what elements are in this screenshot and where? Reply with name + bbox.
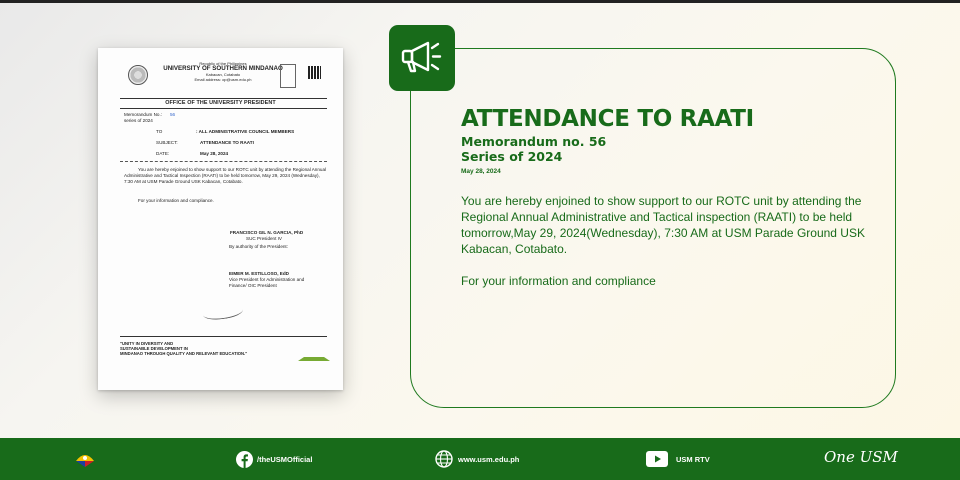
megaphone-badge	[389, 25, 455, 91]
announcement-body	[461, 193, 871, 305]
memo-body: You are hereby enjoined to show support to our ROTC unit by attending the Regional Annual Administrative and Tactical Inspection (RAATI) to be held tomorrow, May 29, 2024 (Wednesday), 7:30 AM at USM Parade Ground USK Kabacan, Cotabato.	[124, 167, 327, 184]
footer-facebook-link[interactable]	[236, 438, 312, 480]
globe-icon	[435, 450, 453, 468]
top-border	[0, 0, 960, 3]
memo-motto-line2: SUSTAINABLE DEVELOPMENT IN	[120, 345, 188, 351]
memo-series: series of 2024	[124, 118, 153, 123]
memo-date-value: May 28, 2024	[200, 151, 229, 156]
youtube-icon	[646, 451, 668, 467]
memo-rule-office	[120, 108, 327, 109]
footer-youtube-label: USM RTV	[676, 454, 710, 464]
footer-website-link[interactable]	[435, 438, 519, 480]
memo-university: UNIVERSITY OF SOUTHERN MINDANAO	[163, 65, 283, 73]
footer-website-label: www.usm.edu.ph	[458, 454, 520, 464]
handwritten-signature-icon	[202, 303, 243, 321]
university-seal-icon	[128, 65, 148, 85]
memo-to-label: TO	[156, 129, 163, 134]
memo-motto-line3: MINDANAO THROUGH QUALITY AND RELEVANT EDUCATION."	[120, 350, 248, 356]
qr-code-icon	[308, 66, 321, 79]
memo-letterhead	[158, 62, 288, 82]
announcement-date: May 28, 2024	[461, 168, 501, 175]
facebook-icon	[236, 451, 253, 468]
announcement-paragraph-2: For your information and compliance	[461, 274, 656, 288]
memo-rule-top	[120, 98, 327, 99]
memorandum-number: Memorandum no. 56	[461, 134, 607, 149]
announcement-title: ATTENDANCE TO RAATI	[461, 106, 754, 132]
one-usm-signature: One USM	[824, 448, 898, 466]
memo-rule-bottom	[120, 336, 327, 337]
footer-facebook-label: /theUSMOfficial	[257, 454, 313, 464]
memo-number-value: 56	[170, 112, 176, 117]
memo-number-label: Memorandum No.:	[124, 112, 163, 117]
memo-closing: For your information and compliance.	[138, 198, 214, 203]
memo-signatory1-title: SUC President IV	[246, 236, 282, 241]
memo-authority: By authority of the President:	[229, 244, 288, 249]
memo-dashed-divider	[120, 161, 327, 162]
memo-motto-line1: "UNITY IN DIVERSITY AND	[120, 341, 174, 346]
announcement-paragraph-1: You are hereby enjoined to show support to our ROTC unit by attending the Regional Annual Administrative and Tactical inspection (RAATI) to be held tomorrow,May 29, 2024(Wednesday), 7:30 AM at USM Parade Ground USK Kabacan, Cotabato.	[461, 194, 865, 256]
memo-signatory2-name: EIMER M. ESTILLOSO, EdD	[229, 271, 289, 276]
iso-badge-icon	[280, 64, 296, 88]
megaphone-icon	[400, 38, 444, 78]
memo-office: OFFICE OF THE UNIVERSITY PRESIDENT	[165, 100, 276, 106]
memo-document-image	[98, 48, 343, 390]
memo-email: Email address: op@usm.edu.ph	[194, 76, 252, 82]
memo-subject-label: SUBJECT:	[156, 140, 178, 145]
philippine-emblem-icon	[74, 447, 96, 469]
footer-youtube-link[interactable]	[646, 438, 710, 480]
memo-signatory2-title1: Vice President for Administration and	[229, 277, 305, 282]
memo-motto	[120, 342, 290, 356]
memo-location: Kabacan, Cotabato	[205, 72, 241, 78]
memo-signatory1-name: FRANCISCO GIL N. GARCIA, PhD	[230, 230, 304, 235]
memo-to-value: : ALL ADMINISTRATIVE COUNCIL MEMBERS	[196, 129, 295, 134]
bagong-pilipinas-logo-icon	[298, 345, 330, 361]
memo-subject-value: ATTENDANCE TO RAATI	[200, 140, 254, 145]
memo-signatory2-title2: Finance/ OIC President	[229, 283, 277, 288]
memo-republic: Republic of the Philippines	[199, 61, 247, 66]
memo-date-label: DATE:	[156, 151, 170, 156]
memorandum-series: Series of 2024	[461, 149, 563, 164]
